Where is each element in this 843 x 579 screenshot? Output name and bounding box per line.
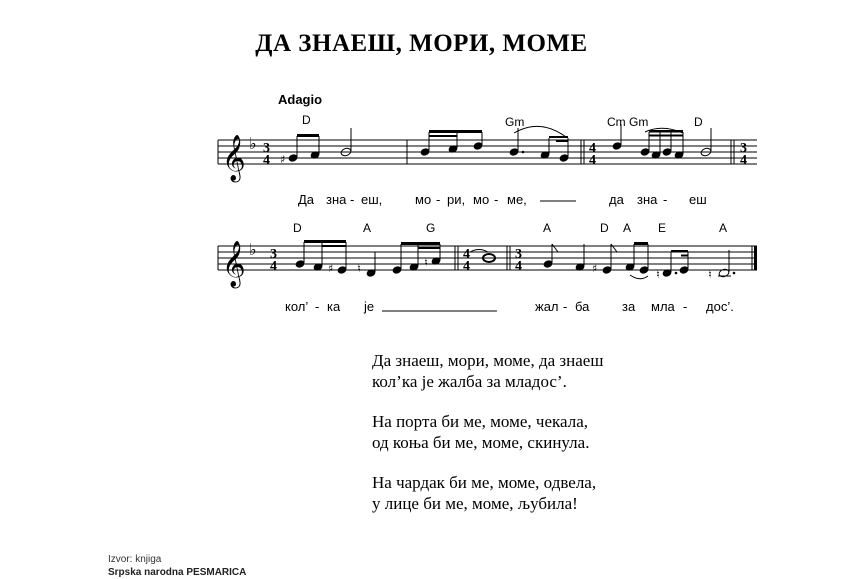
- svg-text:♭: ♭: [249, 240, 257, 259]
- lyric-syllable: ка: [327, 299, 341, 314]
- verse-line: кол’ка је жалба за младос’.: [372, 372, 567, 391]
- stanza: [372, 350, 603, 392]
- verse-text: [372, 350, 603, 533]
- svg-text:4: 4: [589, 141, 596, 156]
- stanza: [372, 472, 603, 514]
- svg-text:3: 3: [740, 141, 747, 156]
- lyric-syllable: ме,: [507, 192, 527, 207]
- lyric-syllable: зна: [326, 192, 347, 207]
- lyric-syllable: је: [364, 299, 375, 314]
- chord: A: [623, 221, 632, 235]
- chord: Gm: [505, 115, 525, 129]
- lyric-syllable: жал: [535, 299, 559, 314]
- svg-text:3: 3: [515, 247, 522, 262]
- verse-line: Да знаеш, мори, моме, да знаеш: [372, 351, 604, 370]
- lyric-syllable: -: [350, 192, 355, 207]
- chord: A: [719, 221, 728, 235]
- svg-text:4: 4: [463, 259, 470, 274]
- lyric-syllable: -: [436, 192, 441, 207]
- lyric-syllable: еш,: [361, 192, 383, 207]
- source-credit: [108, 553, 246, 579]
- lyric-syllable: -: [315, 299, 320, 314]
- lyric-syllable: ба: [575, 299, 590, 314]
- chord: Cm Gm: [607, 115, 649, 129]
- verse-line: На порта би ме, моме, чекала,: [372, 412, 588, 431]
- chord: E: [658, 221, 667, 235]
- svg-text:𝄞: 𝄞: [222, 135, 246, 181]
- lyric-syllable: -: [683, 299, 688, 314]
- chord: A: [543, 221, 552, 235]
- book-prefix: Srpska narodna: [108, 567, 184, 578]
- chord: D: [293, 221, 302, 235]
- svg-text:♯: ♯: [328, 262, 334, 275]
- lyric-syllable: мла: [651, 299, 675, 314]
- svg-text:♮: ♮: [357, 262, 361, 275]
- lyric-syllable: мо: [473, 192, 490, 207]
- verse-line: у лице би ме, моме, љубила!: [372, 494, 578, 513]
- chord: G: [426, 221, 436, 235]
- svg-text:4: 4: [463, 247, 470, 262]
- svg-text:3: 3: [270, 247, 277, 262]
- verse-line: На чардак би ме, моме, одвела,: [372, 473, 597, 492]
- chord: D: [694, 115, 703, 129]
- lyric-syllable: дос’.: [706, 299, 734, 314]
- lyric-syllable: Да: [298, 192, 315, 207]
- svg-text:♮: ♮: [424, 256, 428, 269]
- lyric-syllable: кол’: [285, 299, 309, 314]
- chord: D: [600, 221, 609, 235]
- svg-text:♮: ♮: [656, 268, 660, 281]
- lyric-syllable: еш: [689, 192, 707, 207]
- svg-text:4: 4: [515, 259, 522, 274]
- lyric-syllable: -: [563, 299, 568, 314]
- chord: D: [302, 113, 311, 127]
- svg-text:4: 4: [589, 153, 596, 168]
- svg-text:𝄞: 𝄞: [222, 241, 246, 287]
- svg-text:♮: ♮: [708, 268, 712, 281]
- verse-line: од коња би ме, моме, скинула.: [372, 433, 590, 452]
- source-book: [108, 566, 246, 579]
- lyric-syllable: зна: [637, 192, 658, 207]
- chord: A: [363, 221, 372, 235]
- svg-text:4: 4: [270, 259, 277, 274]
- svg-text:3: 3: [263, 141, 270, 156]
- song-title: ДА ЗНАЕШ, МОРИ, МОМЕ: [255, 30, 588, 57]
- svg-text:4: 4: [263, 153, 270, 168]
- svg-text:♯: ♯: [592, 262, 598, 275]
- svg-text:♯: ♯: [280, 153, 286, 166]
- book-name: PESMARICA: [186, 567, 247, 578]
- stanza: [372, 411, 603, 453]
- svg-text:♭: ♭: [249, 134, 257, 153]
- lyric-syllable: ри,: [447, 192, 466, 207]
- tempo-marking: Adagio: [278, 92, 323, 107]
- lyric-syllable: да: [609, 192, 624, 207]
- source-label: Izvor: knjiga: [108, 554, 162, 565]
- lyric-syllable: за: [622, 299, 636, 314]
- lyric-syllable: -: [494, 192, 499, 207]
- lyric-syllable: мо: [415, 192, 432, 207]
- svg-text:4: 4: [740, 153, 747, 168]
- lyric-syllable: -: [663, 192, 668, 207]
